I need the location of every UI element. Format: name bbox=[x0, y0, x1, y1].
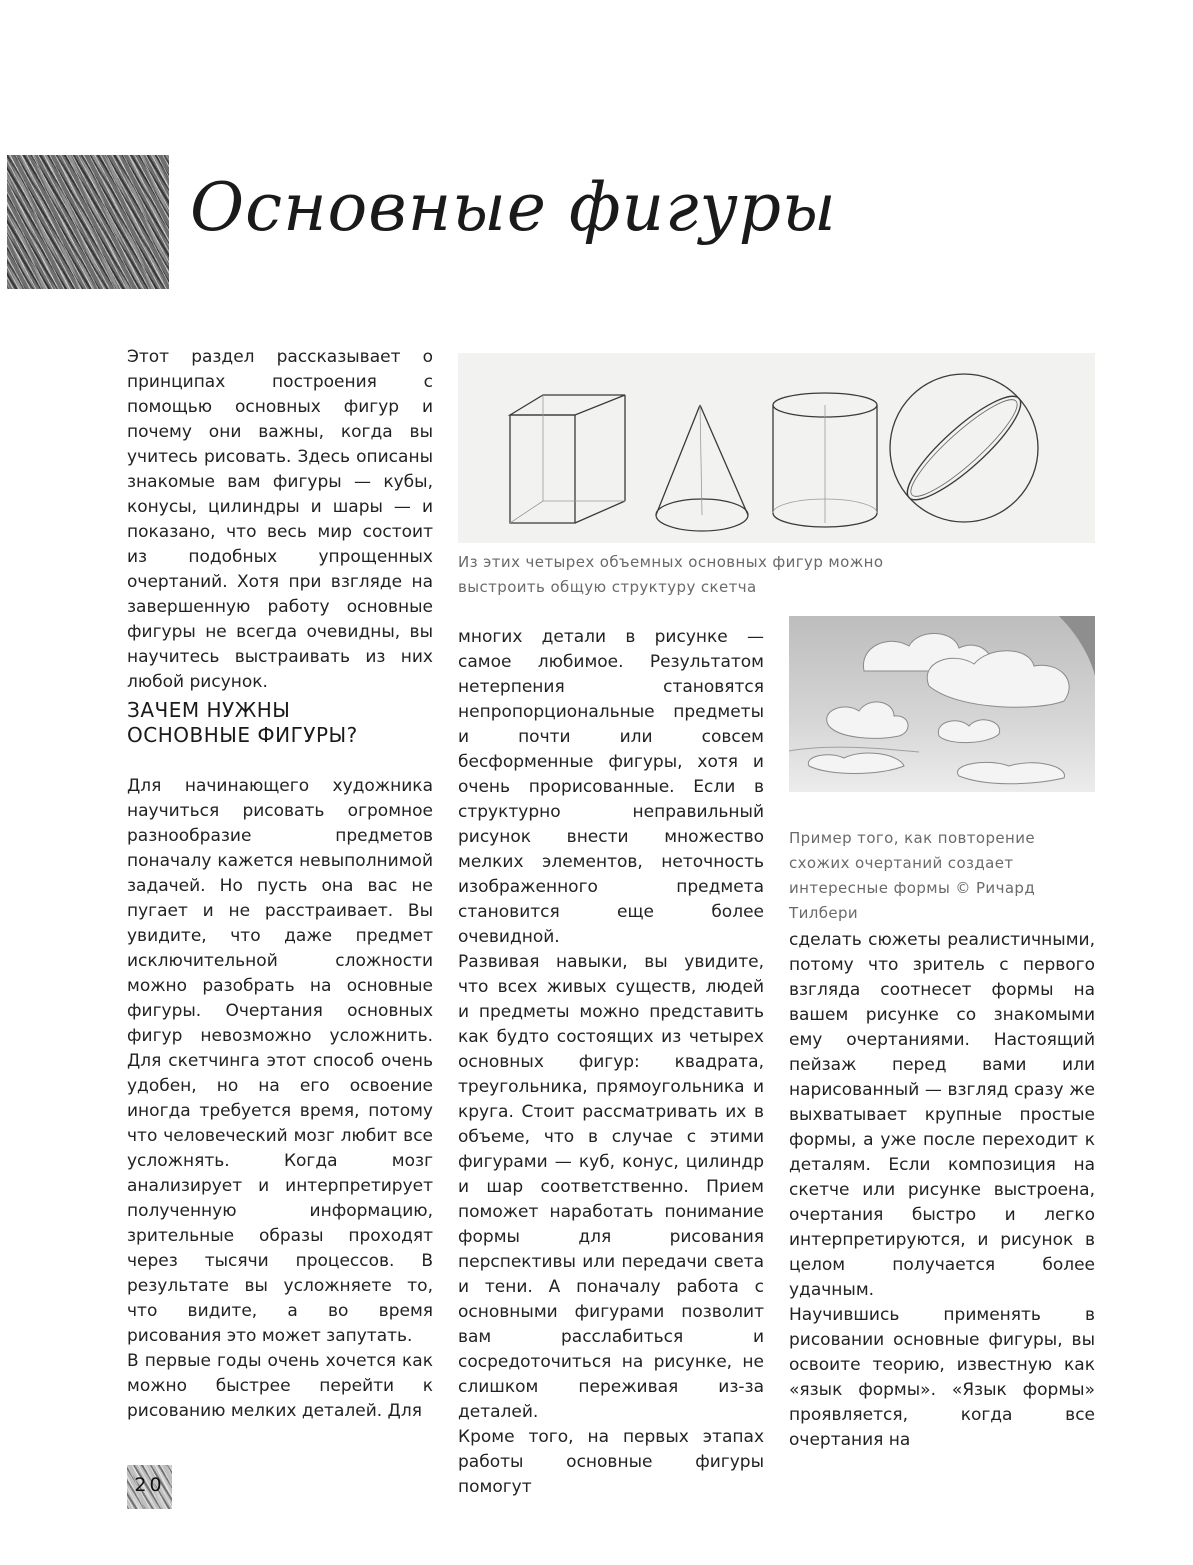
paragraph: Развивая навыки, вы увидите, что всех живых существ, людей и предметы можно представить как будто состоящих из четырех основных фигур: квадрата, треугольника, прямоугольника и круга. Стоит рассматривать их в объеме, что в случае с этими фигурами — куб, конус, цилиндр и шар соответственно. Прием поможет наработать понимание формы для рисования перспективы или передачи света и тени. А поначалу работа с основными фигурами позволит вам расслабиться и сосредоточиться на рисунке, не слишком переживая из-за деталей. bbox=[458, 952, 764, 1422]
basic-shapes-illustration bbox=[458, 353, 1095, 543]
section-heading bbox=[127, 698, 433, 748]
shapes-sketch bbox=[458, 353, 1095, 543]
clouds-illustration bbox=[789, 616, 1095, 792]
clouds-caption: Пример того, как повторение схожих очертаний создает интересные формы © Ричард Тилбери bbox=[789, 829, 1036, 922]
column-1-body bbox=[127, 774, 433, 1424]
clouds-sketch bbox=[789, 616, 1095, 792]
intro-column bbox=[127, 345, 433, 695]
paragraph: Научившись применять в рисовании основные фигуры, вы освоите теорию, известную как «язык формы». «Язык формы» проявляется, когда все очертания на bbox=[789, 1305, 1095, 1450]
title-hatch-block bbox=[7, 155, 169, 289]
cube-sketch bbox=[510, 395, 625, 523]
paragraph: многих детали в рисунке — самое любимое. Результатом нетерпения становятся непропорциональные предметы и почти или совсем бесформенные фигуры, хотя и очень прорисованные. Если в структурно неправильный рисунок внести множество мелких элементов, неточность изображенного предмета становится еще более очевидной. bbox=[458, 627, 764, 947]
intro-paragraph: Этот раздел рассказывает о принципах построения с помощью основных фигур и почему они важны, когда вы учитесь рисовать. Здесь описаны знакомые вам фигуры — кубы, конусы, цилиндры и шары — и показано, что весь мир состоит из подобных упрощенных очертаний. Хотя при взгляде на завершенную работу основные фигуры не всегда очевидны, вы научитесь выстраивать из них любой рисунок. bbox=[127, 347, 433, 692]
paragraph: В первые годы очень хочется как можно быстрее перейти к рисованию мелких деталей. Для bbox=[127, 1351, 433, 1421]
section-heading-line: ОСНОВНЫЕ ФИГУРЫ? bbox=[127, 723, 358, 747]
section-heading-line: ЗАЧЕМ НУЖНЫ bbox=[127, 698, 291, 722]
page-title: Основные фигуры bbox=[190, 169, 837, 246]
page-number: 20 bbox=[134, 1474, 165, 1496]
column-2-body bbox=[458, 625, 764, 1500]
cone-sketch bbox=[656, 405, 748, 531]
column-3-body bbox=[789, 928, 1095, 1453]
paragraph: сделать сюжеты реалистичными, потому что зритель с первого взгляда соотнесет формы на вашем рисунке со знакомыми ему очертаниями. Настоящий пейзаж перед вами или нарисованный — взгляд сразу же выхватывает крупные простые формы, а уже после переходит к деталям. Если композиция на скетче или рисунке выстроена, очертания быстро и легко интерпретируются, и рисунок в целом получается более удачным. bbox=[789, 930, 1095, 1300]
paragraph: Кроме того, на первых этапах работы основные фигуры помогут bbox=[458, 1427, 764, 1497]
shapes-caption: Из этих четырех объемных основных фигур можно выстроить общую структуру скетча bbox=[458, 553, 884, 596]
sphere-sketch bbox=[890, 374, 1038, 522]
paragraph: Для начинающего художника научиться рисовать огромное разнообразие предметов поначалу кажется невыполнимой задачей. Но пусть она вас не пугает и не расстраивает. Вы увидите, что даже предмет исключительной сложности можно разобрать на основные фигуры. Очертания основных фигур невозможно усложнить. Для скетчинга этот способ очень удобен, но на его освоение иногда требуется время, потому что человеческий мозг любит все усложнять. Когда мозг анализирует и интерпретирует полученную информацию, зрительные образы проходят через тысячи процессов. В результате вы усложняете то, что видите, а во время рисования это может запутать. bbox=[127, 776, 433, 1346]
cylinder-sketch bbox=[773, 393, 877, 527]
